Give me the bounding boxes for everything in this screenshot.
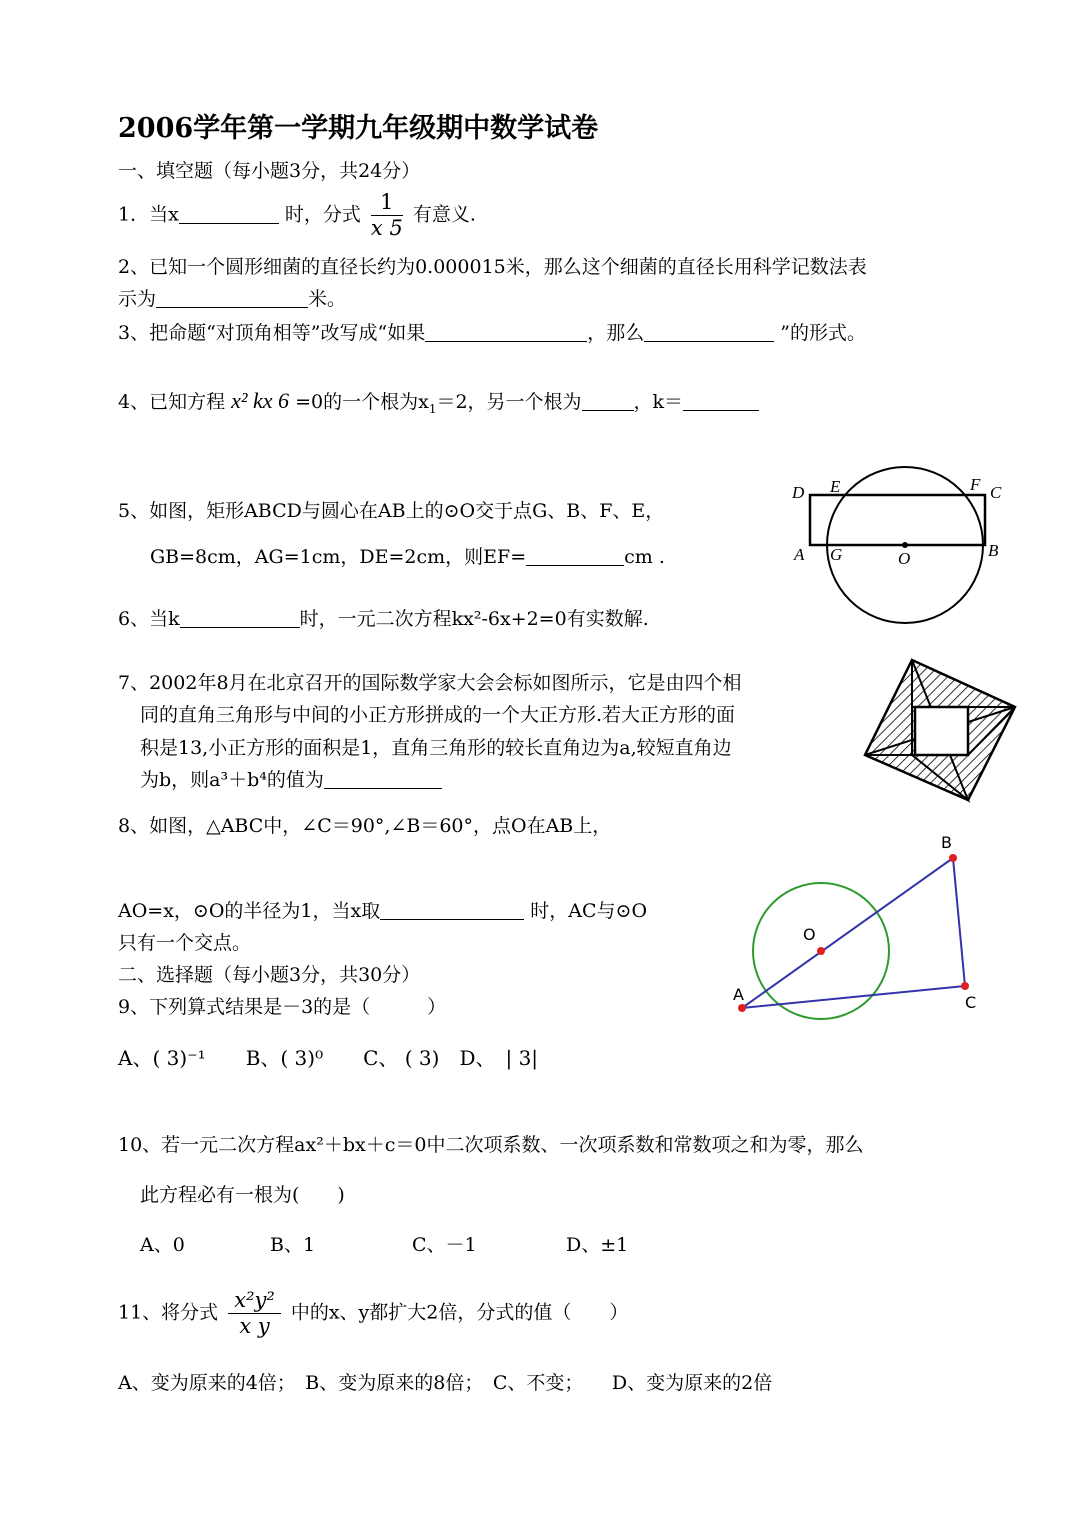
question-3 [118, 322, 866, 345]
question-4 [118, 388, 759, 416]
q1-denominator: x 5 [370, 216, 403, 241]
q2-text: 示为 [118, 288, 157, 310]
q4-equation: x² kx 6 [231, 388, 290, 413]
segment-ab [742, 858, 953, 1008]
q11-numerator: x²y² [228, 1288, 281, 1314]
question-9-options: A、( 3)⁻¹ B、( 3)⁰ C、 ( 3) D、 | 3| [118, 1046, 539, 1070]
q1-text: 时，分式 [284, 203, 361, 226]
q2-answer-blank[interactable] [156, 289, 308, 308]
point-a [738, 1004, 746, 1012]
q1-fraction [371, 190, 403, 241]
question-7-line2: 同的直角三角形与中间的小正方形拼成的一个大正方形.若大正方形的面 [140, 704, 736, 726]
label-g: G [830, 545, 843, 564]
question-2-line1: 2、已知一个圆形细菌的直径长约为0.000015米，那么这个细菌的直径长用科学记数法表 [118, 256, 867, 278]
q4-blank-k[interactable] [683, 392, 759, 411]
label-f: F [970, 475, 981, 494]
segment-ac [742, 986, 965, 1008]
question-6 [118, 608, 649, 631]
center-point [902, 542, 908, 548]
small-square [915, 707, 968, 755]
q11-text: 中的x、y都扩大2倍，分式的值（ ） [290, 1301, 629, 1324]
rectangle-abcd [810, 495, 985, 545]
figure-congress-logo [860, 655, 1020, 805]
question-1 [118, 190, 476, 241]
q2-text: 米。 [308, 288, 347, 310]
q10-option-b[interactable]: B、1 [270, 1234, 316, 1256]
question-8-line2 [118, 900, 647, 923]
question-11 [118, 1288, 628, 1339]
q5-text: GB=8cm，AG=1cm，DE=2cm，则EF= [150, 546, 527, 568]
question-7-line3: 积是13,小正方形的面积是1，直角三角形的较长直角边为a,较短直角边 [140, 737, 732, 759]
label-c: C [990, 483, 1002, 502]
q4-text: =0的一个根为x [295, 391, 429, 413]
q8-text: AO=x，⊙O的半径为1，当x取 [118, 900, 381, 922]
q11-fraction [228, 1288, 281, 1339]
section-1-heading: 一、填空题（每小题3分，共24分） [118, 160, 421, 182]
question-11-options: A、变为原来的4倍； B、变为原来的8倍； C、不变； D、变为原来的2倍 [118, 1372, 773, 1394]
question-9-stem: 9、下列算式结果是－3的是（ ） [118, 996, 447, 1018]
point-o [817, 947, 825, 955]
q3-blank-then[interactable] [644, 323, 774, 342]
q1-text: 有意义. [412, 203, 476, 226]
q6-text: 时，一元二次方程kx²-6x+2=0有实数解. [299, 608, 649, 630]
q5-answer-blank[interactable] [526, 547, 624, 566]
q4-subscript: 1 [428, 401, 437, 416]
question-7-line4 [140, 769, 442, 792]
segment-bc [953, 858, 965, 986]
label-d: D [792, 483, 805, 502]
question-10-line2: 此方程必有一根为( ) [140, 1184, 345, 1206]
label-o: O [898, 549, 911, 568]
q3-text: ，那么 [587, 322, 645, 344]
question-7-line1: 7、2002年8月在北京召开的国际数学家大会会标如图所示，它是由四个相 [118, 672, 742, 694]
question-5-line1: 5、如图，矩形ABCD与圆心在AB上的⊙O交于点G、B、F、E， [118, 500, 665, 522]
q11-text: 11、将分式 [118, 1301, 219, 1324]
q1-numerator: 1 [371, 190, 403, 216]
label-c: C [965, 993, 977, 1012]
q6-answer-blank[interactable] [180, 609, 300, 628]
label-b: B [988, 541, 999, 560]
point-c [961, 982, 969, 990]
q4-blank-root[interactable] [582, 392, 634, 411]
q10-option-c[interactable]: C、－1 [412, 1234, 477, 1256]
q7-answer-blank[interactable] [324, 770, 442, 789]
q7-text: 为b，则a³＋b⁴的值为 [140, 769, 324, 791]
point-b [949, 854, 957, 862]
label-e: E [830, 477, 841, 496]
q10-option-a[interactable]: A、0 [140, 1234, 185, 1256]
question-5-line2 [150, 546, 665, 569]
q3-text: 3、把命题“对顶角相等”改写成“如果 [118, 322, 426, 344]
question-10-line1: 10、若一元二次方程ax²＋bx＋c＝0中二次项系数、一次项系数和常数项之和为零，那么 [118, 1134, 864, 1156]
question-8-line1: 8、如图，△ABC中，∠C＝90°,∠B＝60°，点O在AB上， [118, 815, 612, 837]
q4-text: ，k＝ [633, 391, 684, 413]
q4-text: ＝2，另一个根为 [436, 391, 582, 413]
figure-triangle-circle [725, 830, 995, 1030]
q1-answer-blank[interactable] [179, 205, 279, 224]
question-2-line2 [118, 288, 346, 311]
question-8-line3: 只有一个交点。 [118, 932, 252, 954]
q5-text: cm . [624, 546, 665, 568]
q8-text: 时，AC与⊙O [530, 900, 648, 922]
label-a: A [794, 545, 805, 564]
q6-text: 6、当k [118, 608, 180, 630]
label-a: A [733, 985, 744, 1004]
q8-answer-blank[interactable] [380, 901, 524, 920]
figure-rectangle-circle [780, 460, 1020, 630]
label-o: O [803, 925, 816, 944]
q3-blank-if[interactable] [425, 323, 587, 342]
q1-text: 1．当x [118, 203, 179, 226]
page-title: 2006学年第一学期九年级期中数学试卷 [118, 113, 599, 144]
q3-text: ”的形式。 [780, 322, 867, 344]
q11-denominator: x y [239, 1314, 270, 1339]
q10-option-d[interactable]: D、±1 [566, 1234, 629, 1256]
label-b: B [941, 833, 952, 852]
q4-text: 4、已知方程 [118, 391, 226, 413]
section-2-heading: 二、选择题（每小题3分，共30分） [118, 964, 421, 986]
